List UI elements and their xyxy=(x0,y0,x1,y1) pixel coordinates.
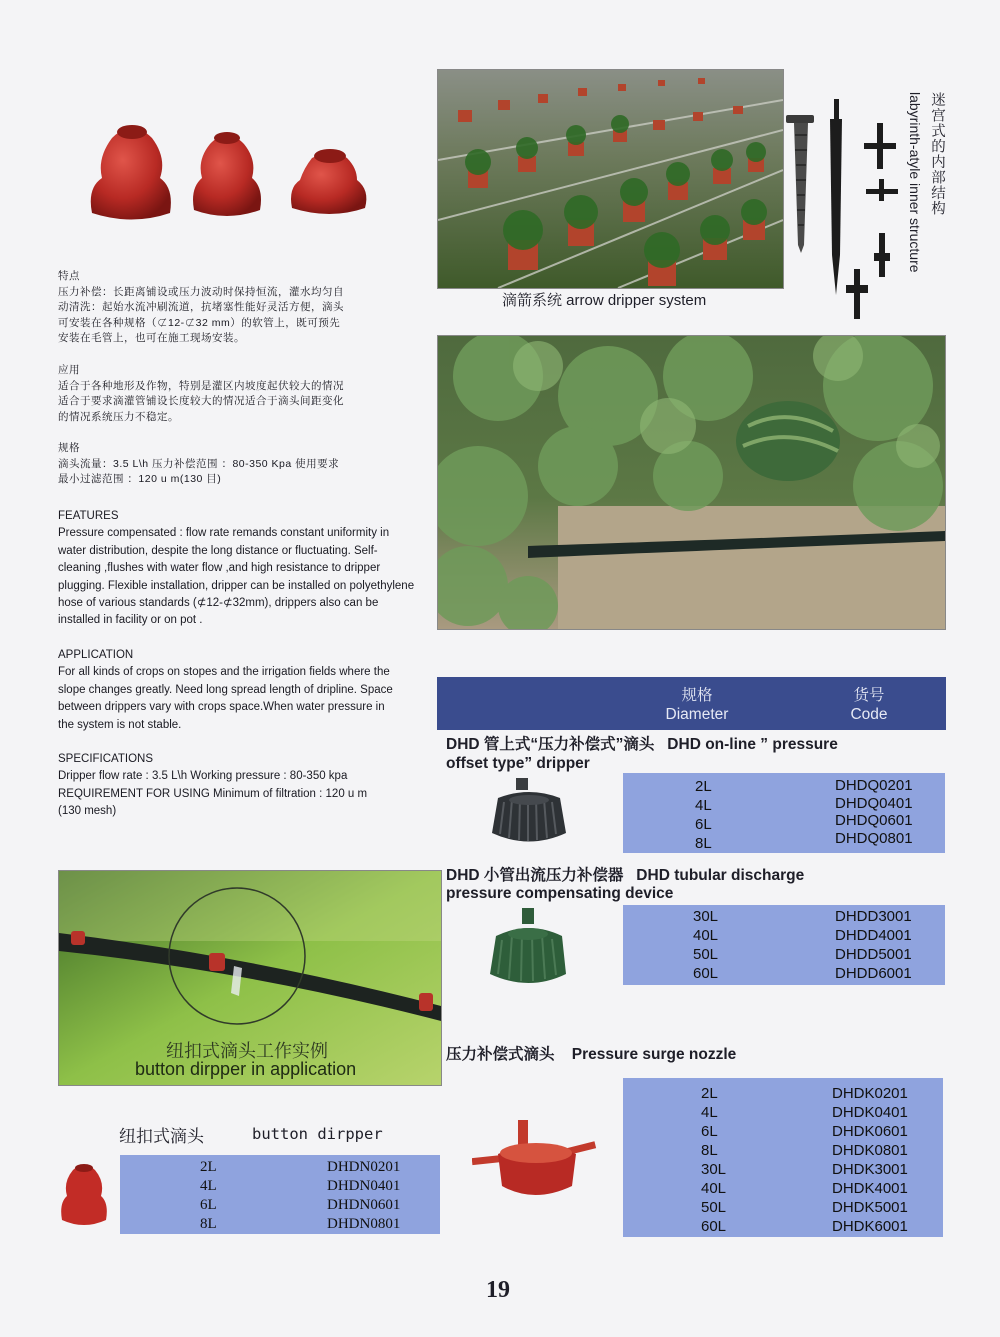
features-cn-line: 动清洗：起始水流冲刷流道，抗堵塞性能好灵活方便，滴头 xyxy=(58,301,344,313)
dhdn-dripper-image xyxy=(57,1158,111,1228)
spec-table-header xyxy=(437,677,946,730)
dhdd-diameter-cell: 30L xyxy=(693,908,719,925)
dhdn-diameter-column xyxy=(200,1158,217,1234)
application-cn-line: 适合于要求滴灌管铺设长度较大的情况适合于滴头间距变化 xyxy=(58,395,344,407)
elbow-connector xyxy=(866,179,898,201)
dhdd-diameter-cell: 50L xyxy=(693,946,719,963)
header-diameter-cn: 规格 xyxy=(681,687,713,704)
dhdk-diameter-cell: 30L xyxy=(701,1161,727,1178)
dhdd-diameter-cell: 40L xyxy=(693,927,719,944)
labyrinth-caption-cn: 迷宫式的内部结构 xyxy=(929,92,945,216)
dhdq-code-cell: DHDQ0601 xyxy=(835,812,913,829)
barb-connector-2 xyxy=(846,269,868,319)
application-en-line: the system is not stable. xyxy=(58,718,182,731)
small-red-dripper xyxy=(291,149,366,214)
dhdq-diameter-cell: 4L xyxy=(695,797,712,814)
features-en-line: installed in facility or on pot . xyxy=(58,614,203,627)
features-cn-line: 安装在毛管上，也可在施工现场安装。 xyxy=(58,332,245,344)
dhdn-diameter-cell: 4L xyxy=(200,1178,217,1194)
dhdd-code-cell: DHDD4001 xyxy=(835,927,912,944)
dhdk-code-cell: DHDK0201 xyxy=(832,1085,908,1102)
dhdd-code-cell: DHDD5001 xyxy=(835,946,912,963)
dhdk-spec-table xyxy=(623,1078,943,1237)
dhdk-code-cell: DHDK5001 xyxy=(832,1199,908,1216)
application-cn-line: 的情况系统压力不稳定。 xyxy=(58,410,179,423)
spec-en-section xyxy=(58,751,418,821)
dhdd-diameter-cell: 60L xyxy=(693,965,719,982)
arrow-stake xyxy=(830,99,842,295)
dhdk-code-column xyxy=(832,1084,908,1236)
dhdk-diameter-cell: 2L xyxy=(701,1085,718,1102)
spec-cn-heading: 规格 xyxy=(58,442,80,454)
application-cn-heading: 应用 xyxy=(58,364,80,376)
dhdk-diameter-cell: 50L xyxy=(701,1199,727,1216)
large-red-dripper xyxy=(91,125,171,220)
dhdq-spec-table xyxy=(623,773,945,853)
features-cn-line: 可安装在各种规格（⊄12-⊄32 mm）的软管上，既可预先 xyxy=(58,316,341,329)
dhdk-dripper-image xyxy=(472,1120,598,1202)
dhdq-diameter-cell: 6L xyxy=(695,816,712,833)
header-code-en: Code xyxy=(850,706,888,723)
labyrinth-caption xyxy=(905,92,949,302)
dhdk-code-cell: DHDK0401 xyxy=(832,1104,908,1121)
tee-connector xyxy=(864,123,896,169)
dhdk-code-cell: DHDK6001 xyxy=(832,1218,908,1235)
dhdn-code-cell: DHDN0801 xyxy=(327,1216,401,1232)
dhdd-code-cell: DHDD6001 xyxy=(835,965,912,982)
application-en-line: between drippers vary with crops space.When water pressure in xyxy=(58,701,385,714)
dhdq-code-column xyxy=(835,777,913,847)
arrow-dripper-caption: 滴箭系统 arrow dripper system xyxy=(502,292,707,309)
dhdn-spec-table xyxy=(120,1155,440,1234)
header-diameter-en: Diameter xyxy=(665,706,729,723)
arrow-dripper-parts-image xyxy=(784,95,914,320)
application-en-line: slope changes greatly. Need long spread length of dripline. Space xyxy=(58,683,393,696)
features-cn-line: 压力补偿：长距离铺设或压力波动时保持恒流，灌水均匀自 xyxy=(58,285,344,298)
dhdk-diameter-cell: 6L xyxy=(701,1123,718,1140)
dhdd-spec-table xyxy=(623,905,945,985)
labyrinth-caption-en: labyrinth-atyle inner structure xyxy=(907,92,923,273)
dhdn-title-en: button dirpper xyxy=(252,1125,383,1143)
dhdq-diameter-column xyxy=(695,777,712,853)
dhdk-code-cell: DHDK3001 xyxy=(832,1161,908,1178)
greenhouse-pots-photo xyxy=(437,69,784,289)
dhdn-diameter-cell: 6L xyxy=(200,1197,217,1213)
spec-en-line: (130 mesh) xyxy=(58,805,117,818)
dhdd-code-column xyxy=(835,907,912,983)
spec-en-line: REQUIREMENT FOR USING Minimum of filtration : 120 u m xyxy=(58,787,368,800)
dhdk-code-cell: DHDK4001 xyxy=(832,1180,908,1197)
labyrinth-stake xyxy=(786,115,814,253)
application-cn-section xyxy=(58,363,408,425)
dhdn-code-column xyxy=(327,1158,400,1234)
dhdn-diameter-cell: 2L xyxy=(200,1159,217,1175)
features-en-line: water distribution, despite the long distance or fluctuating. Self- xyxy=(58,544,378,557)
dhdn-code-cell: DHDN0401 xyxy=(327,1178,401,1194)
medium-red-dripper xyxy=(193,132,261,216)
application-en-section xyxy=(58,647,418,734)
features-en-line: cleaning ,flushes with water flow ,and high resistance to dripper xyxy=(58,562,381,575)
red-button-drippers-image xyxy=(82,118,377,228)
dhdk-code-cell: DHDK0801 xyxy=(832,1142,908,1159)
barb-connector-1 xyxy=(874,233,890,277)
dhdq-diameter-cell: 2L xyxy=(695,778,712,795)
dhdd-title-line2: pressure compensating device xyxy=(446,885,674,902)
dhdd-code-cell: DHDD3001 xyxy=(835,908,912,925)
dhdn-title-cn: 纽扣式滴头 xyxy=(119,1127,204,1146)
dhdk-diameter-cell: 60L xyxy=(701,1218,727,1235)
spec-cn-line: 滴头流量：3.5 L\h 压力补偿范围 ：80-350 Kpa 使用要求 xyxy=(58,457,340,470)
dhdn-code-cell: DHDN0201 xyxy=(327,1159,401,1175)
button-app-caption-en: button dirpper in application xyxy=(135,1059,357,1079)
features-cn-section xyxy=(58,269,408,347)
dhdq-dripper-image xyxy=(486,778,572,850)
dhdk-diameter-cell: 8L xyxy=(701,1142,718,1159)
watermelon-field-photo xyxy=(437,335,946,630)
dhdd-diameter-column xyxy=(693,907,718,983)
application-cn-line: 适合于各种地形及作物，特别是灌区内坡度起伏较大的情况 xyxy=(58,379,344,392)
dhdq-title-line1: DHD 管上式“压力补偿式”滴头 DHD on-line ” pressure xyxy=(446,736,838,753)
features-en-line: Pressure compensated : flow rate remands constant uniformity in xyxy=(58,527,390,540)
dhdk-diameter-cell: 4L xyxy=(701,1104,718,1121)
button-app-caption-cn: 纽扣式滴头工作实例 xyxy=(166,1041,328,1061)
dhdk-title: 压力补偿式滴头 Pressure surge nozzle xyxy=(446,1046,737,1063)
dhdd-dripper-image xyxy=(484,908,574,990)
spec-cn-section xyxy=(58,441,408,488)
features-en-section xyxy=(58,508,418,630)
spec-en-heading: SPECIFICATIONS xyxy=(58,753,153,765)
features-en-line: plugging. Flexible installation, dripper can be installed on polyethylene xyxy=(58,579,415,592)
spec-en-line: Dripper flow rate : 3.5 L\h Working pressure : 80-350 kpa xyxy=(58,770,348,783)
dhdn-diameter-cell: 8L xyxy=(200,1216,217,1232)
dhdq-code-cell: DHDQ0401 xyxy=(835,794,913,812)
dhdd-title-line1: DHD 小管出流压力补偿器 DHD tubular discharge xyxy=(446,867,805,884)
application-en-line: For all kinds of crops on stopes and the irrigation fields where the xyxy=(58,666,390,679)
spec-cn-line: 最小过滤范围 ：120 u m(130 目) xyxy=(58,473,222,485)
header-code-cn: 货号 xyxy=(853,687,885,704)
dhdq-diameter-cell: 8L xyxy=(695,835,712,852)
application-en-heading: APPLICATION xyxy=(58,649,134,661)
features-en-line: hose of various standards (⊄12-⊄32mm), drippers also can be xyxy=(58,597,379,610)
features-en-heading: FEATURES xyxy=(58,510,119,522)
dhdq-code-cell: DHDQ0201 xyxy=(835,777,913,794)
dhdq-code-cell: DHDQ0801 xyxy=(835,829,913,847)
page-number: 19 xyxy=(486,1277,510,1303)
features-cn-heading: 特点 xyxy=(58,270,80,282)
dhdk-diameter-column xyxy=(701,1084,726,1236)
dhdk-code-cell: DHDK0601 xyxy=(832,1123,908,1140)
button-dripper-application-photo xyxy=(58,870,442,1086)
dhdq-title-line2: offset type” dripper xyxy=(446,755,590,772)
dhdn-code-cell: DHDN0601 xyxy=(327,1197,401,1213)
dhdk-diameter-cell: 40L xyxy=(701,1180,727,1197)
